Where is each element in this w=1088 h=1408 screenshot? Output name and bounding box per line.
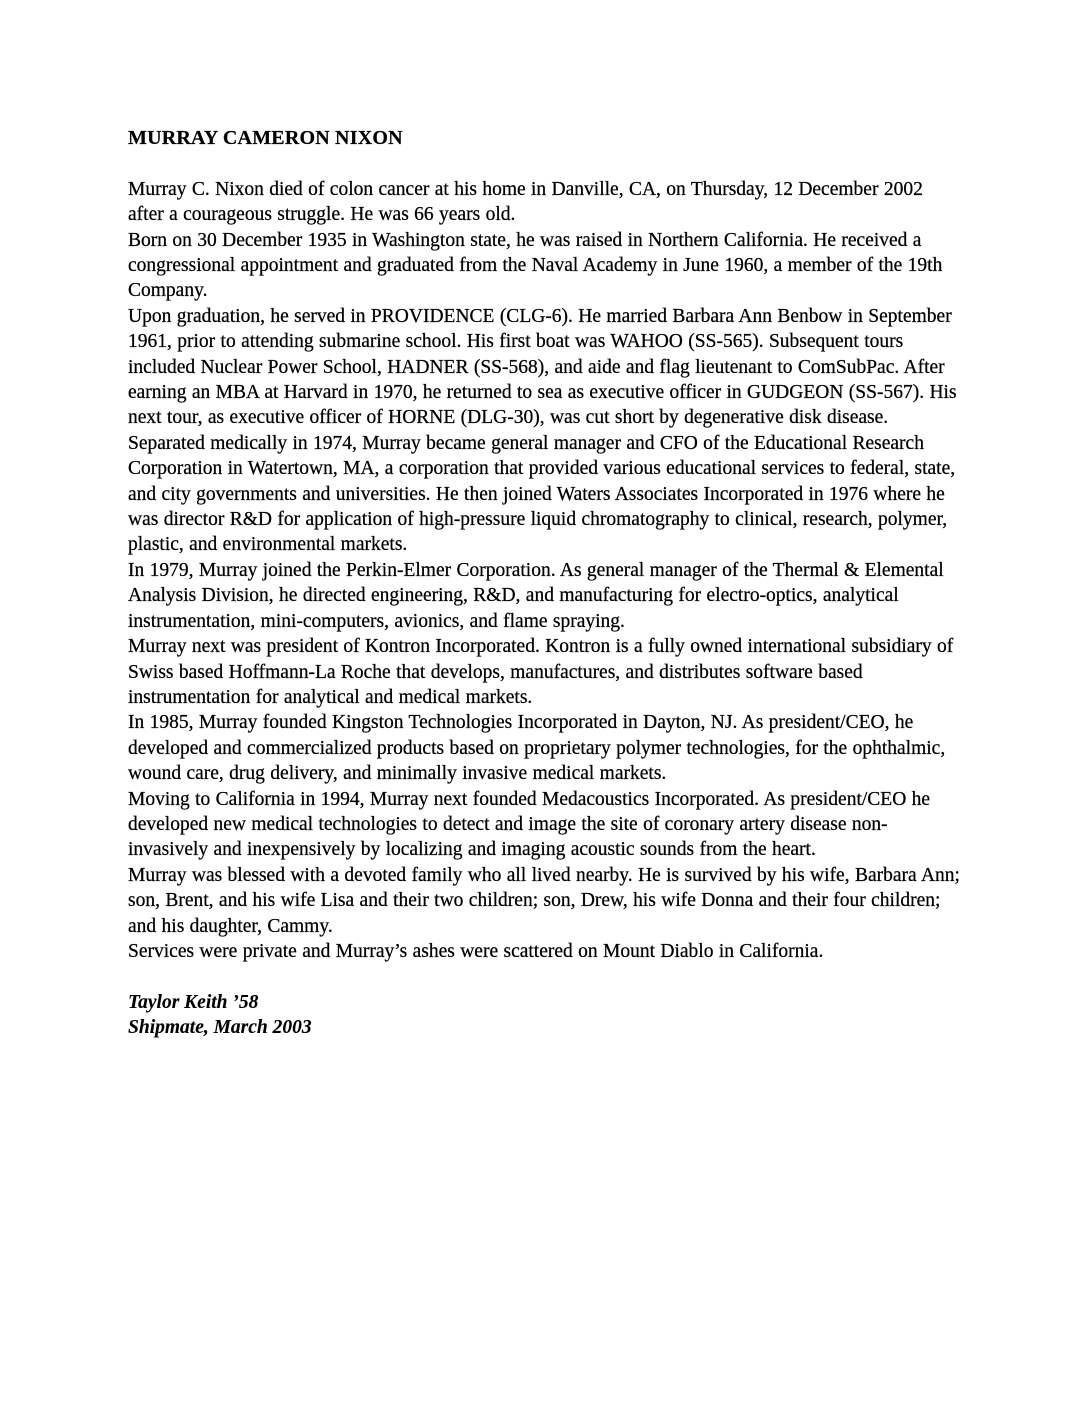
document-body	[128, 177, 962, 965]
attribution-source: Shipmate, March 2003	[128, 1017, 312, 1039]
attribution-block	[128, 990, 962, 1041]
paragraph-navy-career: Upon graduation, he served in PROVIDENCE (CLG-6). He married Barbara Ann Benbow in September 1961, prior to attending submarine school. His first boat was WAHOO (SS-565). Subsequent tours included Nuclear Power School, HADNER (SS-568), and aide and flag lieutenant to ComSubPac. After earning an MBA at Harvard in 1970, he returned to sea as executive officer in GUDGEON (SS-567). His next tour, as executive officer of HORNE (DLG-30), was cut short by degenerative disk disease.	[128, 305, 957, 429]
document-title: MURRAY CAMERON NIXON	[128, 127, 403, 149]
paragraph-civilian-career-1: Separated medically in 1974, Murray became general manager and CFO of the Educational Research Corporation in Watertown, MA, a corporation that provided various educational services to federal, state, and city governments and universities. He then joined Waters Associates Incorporated in 1976 where he was director R&D for application of high-pressure liquid chromatography to clinical, research, polymer, plastic, and environmental markets.	[128, 432, 956, 556]
paragraph-medacoustics: Moving to California in 1994, Murray next founded Medacoustics Incorporated. As president/CEO he developed new medical technologies to detect and image the site of coronary artery disease non-invasively and inexpensively by localizing and imaging acoustic sounds from the heart.	[128, 788, 931, 861]
paragraph-birth-education: Born on 30 December 1935 in Washington state, he was raised in Northern California. He received a congressional appointment and graduated from the Naval Academy in June 1960, a member of the 19th Company.	[128, 229, 943, 302]
paragraph-death-notice: Murray C. Nixon died of colon cancer at his home in Danville, CA, on Thursday, 12 December 2002 after a courageous struggle. He was 66 years old.	[128, 178, 923, 226]
paragraph-perkin-elmer: In 1979, Murray joined the Perkin-Elmer Corporation. As general manager of the Thermal & Elemental Analysis Division, he directed engineering, R&D, and manufacturing for electro-optics, analytical instrumentation, mini-computers, avionics, and flame spraying.	[128, 559, 944, 632]
paragraph-services: Services were private and Murray’s ashes were scattered on Mount Diablo in California.	[128, 940, 824, 962]
attribution-author: Taylor Keith ’58	[128, 991, 259, 1013]
paragraph-kontron: Murray next was president of Kontron Incorporated. Kontron is a fully owned international subsidiary of Swiss based Hoffmann-La Roche that develops, manufactures, and distributes software based instrumentation for analytical and medical markets.	[128, 636, 954, 708]
paragraph-kingston: In 1985, Murray founded Kingston Technologies Incorporated in Dayton, NJ. As president/CEO, he developed and commercialized products based on proprietary polymer technologies, for the ophthalmic, wound care, drug delivery, and minimally invasive medical markets.	[128, 712, 946, 785]
paragraph-family: Murray was blessed with a devoted family who all lived nearby. He is survived by his wife, Barbara Ann; son, Brent, and his wife Lisa and their two children; son, Drew, his wife Donna and their four children; and his daughter, Cammy.	[128, 864, 960, 937]
